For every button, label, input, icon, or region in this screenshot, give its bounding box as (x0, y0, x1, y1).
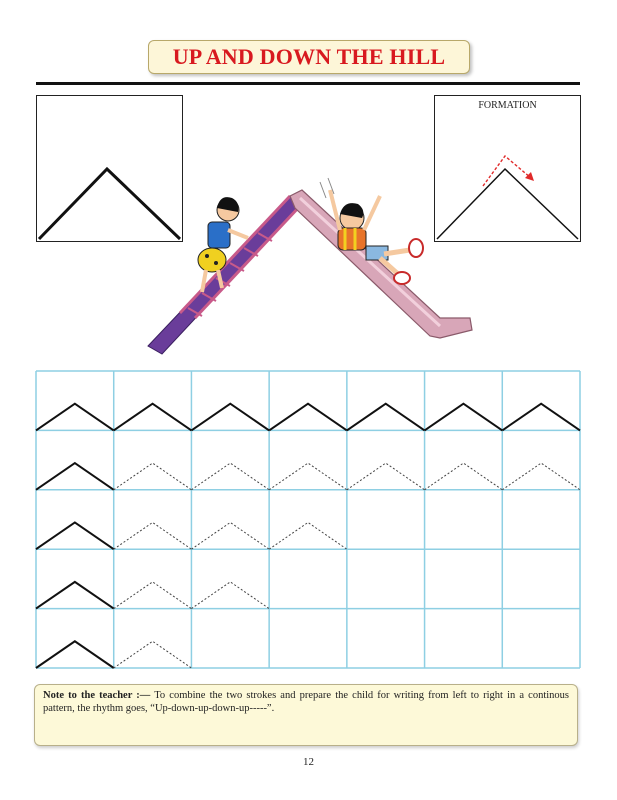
hill-stroke-dotted (114, 582, 192, 609)
hill-stroke-solid (114, 404, 192, 431)
hill-stroke-solid (36, 641, 114, 668)
hill-stroke-dotted (114, 641, 192, 668)
hill-stroke-dotted (114, 522, 192, 549)
header-rule (36, 82, 580, 85)
hill-stroke-dotted (425, 463, 503, 490)
hill-stroke-dotted (269, 522, 347, 549)
formation-label: FORMATION (478, 100, 537, 111)
hill-stroke-dotted (191, 522, 269, 549)
page-number: 12 (303, 756, 314, 768)
hill-stroke-solid (191, 404, 269, 431)
hill-stroke-dotted (191, 582, 269, 609)
hill-stroke-solid (36, 582, 114, 609)
hill-stroke-solid (425, 404, 503, 431)
slide-illustration (140, 168, 480, 358)
hill-stroke-dotted (114, 463, 192, 490)
hill-stroke-solid (269, 404, 347, 431)
note-lead: Note to the teacher :— (43, 690, 151, 701)
hill-stroke-solid (36, 522, 114, 549)
title-banner (148, 40, 470, 74)
arrow-head-icon (525, 172, 534, 181)
tracing-grid (35, 370, 581, 669)
hill-stroke-solid (36, 404, 114, 431)
page-title: UP AND DOWN THE HILL (172, 44, 446, 69)
hill-stroke-solid (502, 404, 580, 431)
note-text: To combine the two strokes and prepare the child for writing from left to right in a continous pattern, the rhythm goes, “Up-down-up-down-up-----”. (43, 690, 569, 714)
hill-stroke-solid (36, 463, 114, 490)
hill-stroke-dotted (347, 463, 425, 490)
teacher-note (34, 684, 578, 746)
hill-stroke-dotted (191, 463, 269, 490)
hill-stroke-dotted (502, 463, 580, 490)
hill-stroke-solid (347, 404, 425, 431)
hill-stroke-dotted (269, 463, 347, 490)
